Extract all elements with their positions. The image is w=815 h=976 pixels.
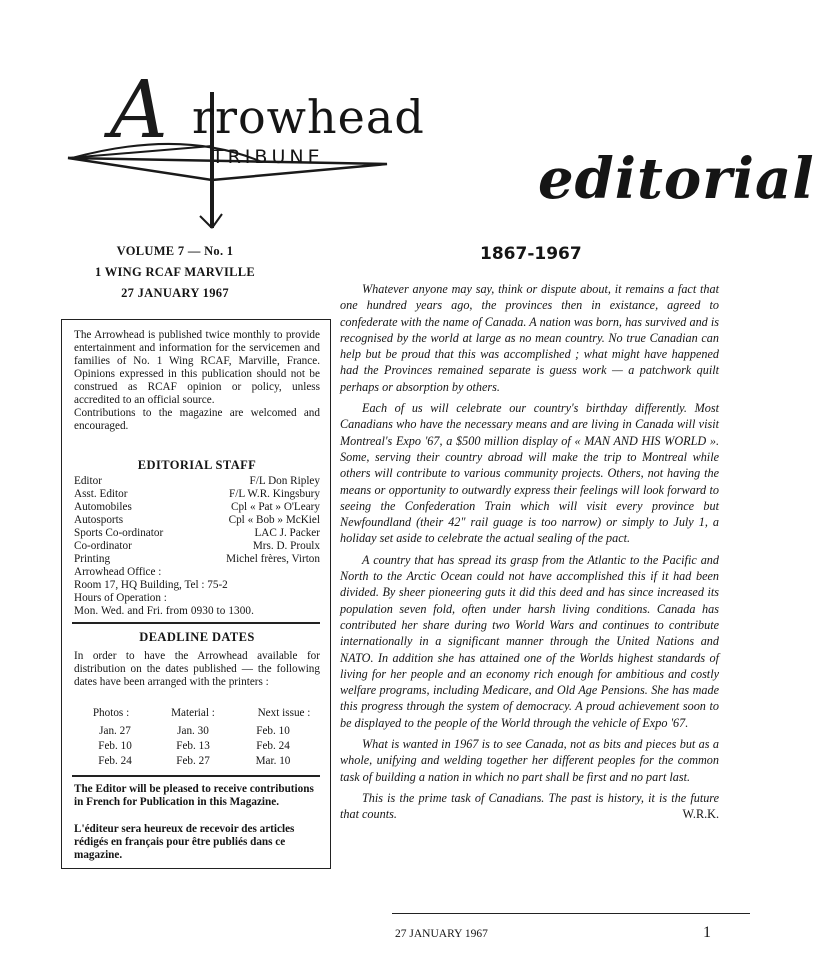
publication-statement-text: The Arrowhead is published twice monthly to provide entertainment and information for the servicemen and families of No. 1 Wing RCAF, Marville, France. Opinions expressed in this publication should not be construed as RCAF opinion or policy, unless accredited to an official source. [74, 329, 320, 406]
volume-number: VOLUME 7 — No. 1 [116, 244, 234, 258]
staff-role: Printing [74, 553, 111, 565]
deadline-header-next-issue: Next issue : [257, 707, 311, 719]
staff-row [74, 514, 320, 527]
deadline-cell: Feb. 13 [176, 740, 210, 752]
publication-statement [74, 329, 320, 433]
logo-text-rowhead: rrowhead [192, 90, 425, 144]
masthead-info-box [61, 319, 331, 869]
article-paragraph: Each of us will celebrate our country's birthday differently. Most Canadians who have the necessary means and are living in Canada will visit Montreal's Expo '67, a $500 million display of « MAN AND HIS WORLD ». Some, serving their country abroad will make the trip to Montreal while others will contribute to various community projects. Others, not having the means or opportunity to outwardly express their feelings will look forward to seeing the Confederation Train which will visit every province but Newfoundland (their 42" rail guage is too narrow) or simply to July 1, a holiday set aside to celebrate the actual sealing of the pact. [340, 401, 719, 546]
article-paragraph: What is wanted in 1967 is to see Canada, not as bits and pieces but as a whole, unifying and welding together her different peoples for the common task of building a nation in which no part shall be first and no part last. [340, 737, 719, 784]
staff-row [74, 527, 320, 540]
deadline-cell: Feb. 10 [256, 725, 290, 737]
issue-date: 27 JANUARY 1967 [121, 286, 229, 300]
staff-role: Editor [74, 475, 102, 487]
section-heading-editorial: editorial [538, 146, 815, 212]
staff-name: F/L Don Ripley [249, 475, 320, 487]
contributions-statement: Contributions to the magazine are welcomed and encouraged. [74, 407, 320, 432]
article-paragraph-last [340, 790, 719, 823]
page-number: 1 [703, 924, 711, 941]
hours-label: Hours of Operation : [74, 592, 167, 604]
staff-role: Co-ordinator [74, 540, 132, 552]
french-contribution-note-en: The Editor will be pleased to receive contributions in French for Publication in this Magazine. [74, 783, 314, 809]
staff-name: Cpl « Pat » O'Leary [230, 501, 320, 513]
staff-row [74, 488, 320, 501]
editorial-article [340, 281, 719, 828]
deadline-cell: Feb. 24 [256, 740, 290, 752]
deadline-cell: Feb. 24 [98, 755, 132, 767]
footer-date: 27 JANUARY 1967 [395, 928, 488, 940]
staff-row [74, 475, 320, 488]
staff-role: Sports Co-ordinator [74, 527, 164, 539]
article-paragraph: Whatever anyone may say, think or dispute about, it remains a fact that one hundred years ago, the provinces then in existance, agreed to confederate with the name of Canada. A nation was born, has survived and is recognised by the world at large as no mean country. No true Canadian can help but be proud that this was accomplished ; what might have happened had the Provinces remained separate is guess work — a patchwork quilt perhaps or absorption by others. [340, 282, 719, 394]
deadline-dates-title: DEADLINE DATES [139, 630, 255, 644]
wing-name: 1 WING RCAF MARVILLE [94, 265, 256, 279]
staff-name: Michel frères, Virton [226, 553, 320, 565]
staff-row [74, 501, 320, 514]
staff-name: LAC J. Packer [254, 527, 320, 539]
divider [72, 622, 320, 624]
divider [72, 775, 320, 777]
deadline-header-photos: Photos : [92, 707, 130, 719]
article-title: 1867-1967 [480, 244, 582, 264]
staff-name: Cpl « Bob » McKiel [228, 514, 320, 526]
logo-initial-a: A [110, 63, 168, 156]
editorial-staff-title: EDITORIAL STAFF [137, 458, 257, 472]
article-paragraph: A country that has spread its grasp from the Atlantic to the Pacific and North to the Arctic Ocean could not have accomplished this if it had been divided. By sheer pioneering guts it did this deed and has since increased its population seven fold, often under harsh living conditions. Canada has contributed her share during two World Wars and continues to contribute internationally in a significant manner through the United Nations and NATO. In addition she has attained one of the Worlds highest standards of living for her people and an economy rich enough for ambitious and costly welfare programs, including Medicare, and Old Age Pensions. She has made this progress through the system of democracy. A proud achievement soon to be displayed to the people of the World through the vehicle of Expo '67. [340, 552, 719, 730]
deadline-cell: Mar. 10 [255, 755, 291, 767]
deadline-intro: In order to have the Arrowhead available for distribution on the dates published — the following dates have been arranged with the printers : [74, 650, 320, 688]
staff-name: F/L W.R. Kingsbury [229, 488, 320, 500]
staff-row [74, 540, 320, 553]
deadline-cell: Feb. 10 [98, 740, 132, 752]
deadline-header-material: Material : [171, 707, 215, 719]
footer-rule [392, 913, 750, 914]
office-label: Arrowhead Office : [74, 566, 162, 578]
deadline-cell: Jan. 27 [99, 725, 131, 737]
article-paragraph: This is the prime task of Canadians. The past is history, it is the future that counts. [340, 790, 719, 822]
office-value: Room 17, HQ Building, Tel : 75-2 [74, 579, 228, 591]
deadline-cell: Feb. 27 [176, 755, 210, 767]
author-signature: W.R.K. [682, 807, 719, 822]
deadline-cell: Jan. 30 [177, 725, 209, 737]
french-contribution-note-fr: L'éditeur sera heureux de recevoir des articles rédigés en français pour être publiés dans ce magazine. [74, 823, 295, 862]
staff-role: Automobiles [74, 501, 132, 513]
hours-value: Mon. Wed. and Fri. from 0930 to 1300. [74, 605, 255, 617]
staff-name: Mrs. D. Proulx [252, 540, 320, 552]
staff-role: Asst. Editor [74, 488, 128, 500]
logo-text-tribune: TRIBUNE [212, 146, 324, 168]
staff-row [74, 553, 320, 566]
staff-role: Autosports [74, 514, 124, 526]
